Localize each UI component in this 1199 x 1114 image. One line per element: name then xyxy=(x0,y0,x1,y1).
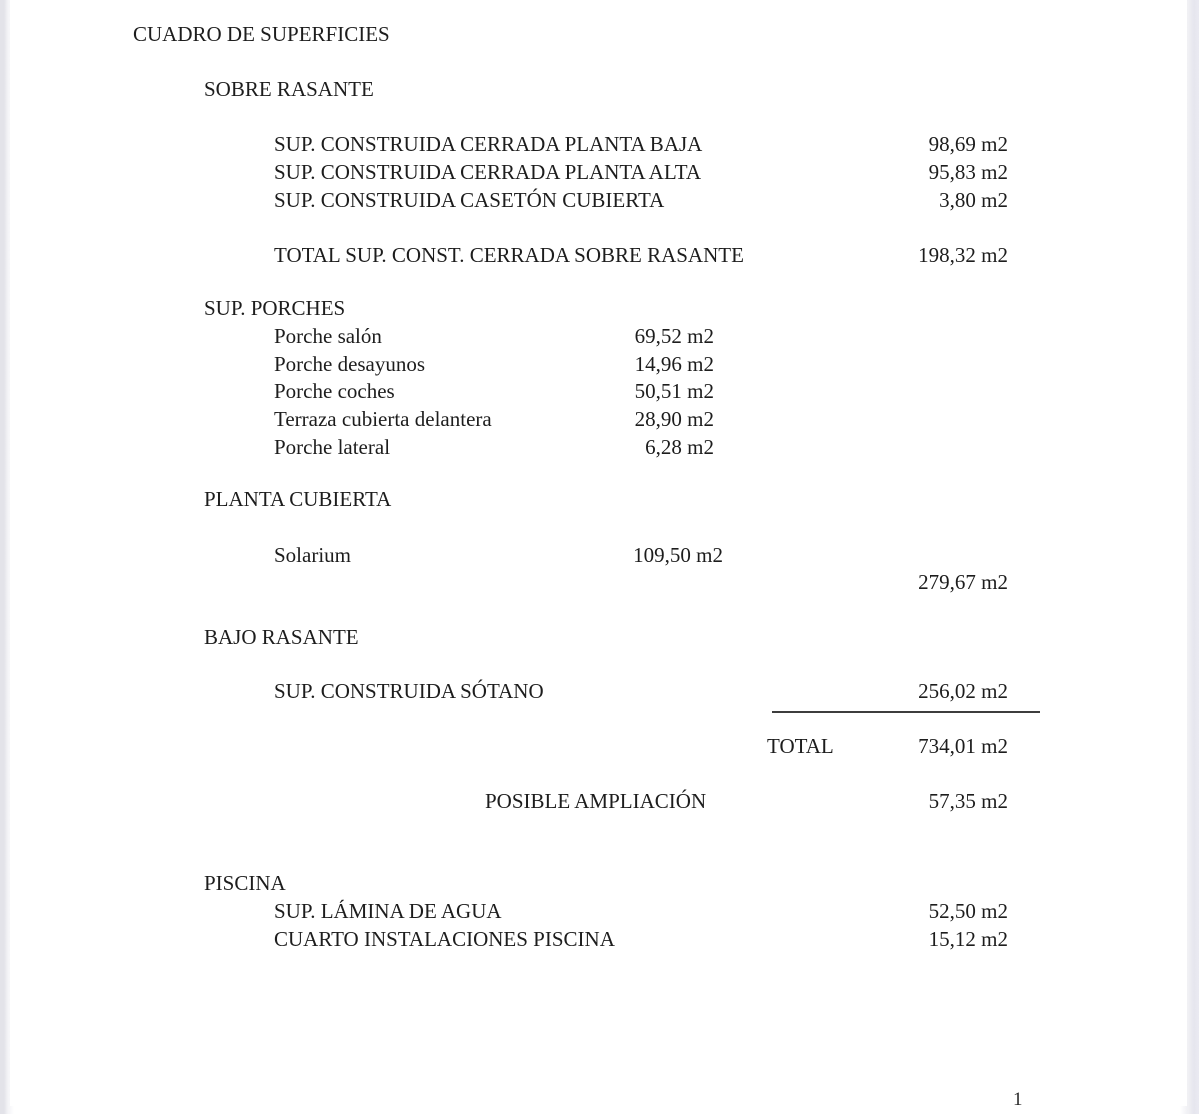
table-row xyxy=(10,897,1187,925)
table-row-ampliacion xyxy=(10,787,1187,815)
title-row xyxy=(10,20,1187,48)
document-page xyxy=(10,0,1187,1110)
row-value: 95,83 m2 xyxy=(928,160,1008,184)
section-heading-bajo-rasante: BAJO RASANTE xyxy=(204,625,359,649)
ampliacion-label: POSIBLE AMPLIACIÓN xyxy=(485,789,707,813)
row-value: 98,69 m2 xyxy=(928,132,1008,156)
row-label: SUP. CONSTRUIDA CASETÓN CUBIERTA xyxy=(274,188,665,212)
row-label: Terraza cubierta delantera xyxy=(274,407,492,431)
row-value: 28,90 m2 xyxy=(634,407,714,431)
section-heading-planta-cubierta: PLANTA CUBIERTA xyxy=(204,487,392,511)
table-row xyxy=(10,350,1187,378)
row-value: 109,50 m2 xyxy=(633,543,723,567)
table-row-grand-total xyxy=(10,732,1187,760)
table-row xyxy=(10,541,1187,569)
table-row xyxy=(10,677,1187,705)
row-label: Porche lateral xyxy=(274,435,391,459)
table-row xyxy=(10,158,1187,186)
table-row xyxy=(10,377,1187,405)
row-label: Porche salón xyxy=(274,324,382,348)
table-row xyxy=(10,130,1187,158)
row-value: 14,96 m2 xyxy=(634,352,714,376)
grand-total-value: 734,01 m2 xyxy=(918,734,1008,758)
row-value: 3,80 m2 xyxy=(939,188,1008,212)
section-heading-porches: SUP. PORCHES xyxy=(204,296,346,320)
row-value: 50,51 m2 xyxy=(634,379,714,403)
section-heading-row xyxy=(10,485,1187,513)
row-label: TOTAL SUP. CONST. CERRADA SOBRE RASANTE xyxy=(274,243,744,267)
table-row xyxy=(10,186,1187,214)
row-label: Porche coches xyxy=(274,379,395,403)
section-heading-sobre-rasante: SOBRE RASANTE xyxy=(204,77,374,101)
row-value: 15,12 m2 xyxy=(928,927,1008,951)
row-value: 69,52 m2 xyxy=(634,324,714,348)
grand-total-label: TOTAL xyxy=(767,734,834,758)
row-label: SUP. LÁMINA DE AGUA xyxy=(274,899,502,923)
section-heading-row xyxy=(10,294,1187,322)
ampliacion-value: 57,35 m2 xyxy=(928,789,1008,813)
row-label: SUP. CONSTRUIDA CERRADA PLANTA ALTA xyxy=(274,160,702,184)
total-rule-divider xyxy=(772,711,1040,713)
table-row xyxy=(10,322,1187,350)
row-value: 6,28 m2 xyxy=(645,435,714,459)
table-row xyxy=(10,405,1187,433)
page-number: 1 xyxy=(1013,1089,1023,1110)
section-heading-row xyxy=(10,869,1187,897)
table-row xyxy=(10,433,1187,461)
row-value: 198,32 m2 xyxy=(918,243,1008,267)
table-row xyxy=(10,925,1187,953)
subtotal-value: 279,67 m2 xyxy=(918,570,1008,594)
row-value: 256,02 m2 xyxy=(918,679,1008,703)
page-title: CUADRO DE SUPERFICIES xyxy=(133,22,390,46)
row-value: 52,50 m2 xyxy=(928,899,1008,923)
section-heading-row xyxy=(10,623,1187,651)
row-label: SUP. CONSTRUIDA CERRADA PLANTA BAJA xyxy=(274,132,703,156)
section-heading-row xyxy=(10,75,1187,103)
table-row-subtotal xyxy=(10,568,1187,596)
row-label: CUARTO INSTALACIONES PISCINA xyxy=(274,927,615,951)
row-label: SUP. CONSTRUIDA SÓTANO xyxy=(274,679,544,703)
table-row-total-sobre-rasante xyxy=(10,241,1187,269)
section-heading-piscina: PISCINA xyxy=(204,871,286,895)
row-label: Solarium xyxy=(274,543,351,567)
row-label: Porche desayunos xyxy=(274,352,426,376)
